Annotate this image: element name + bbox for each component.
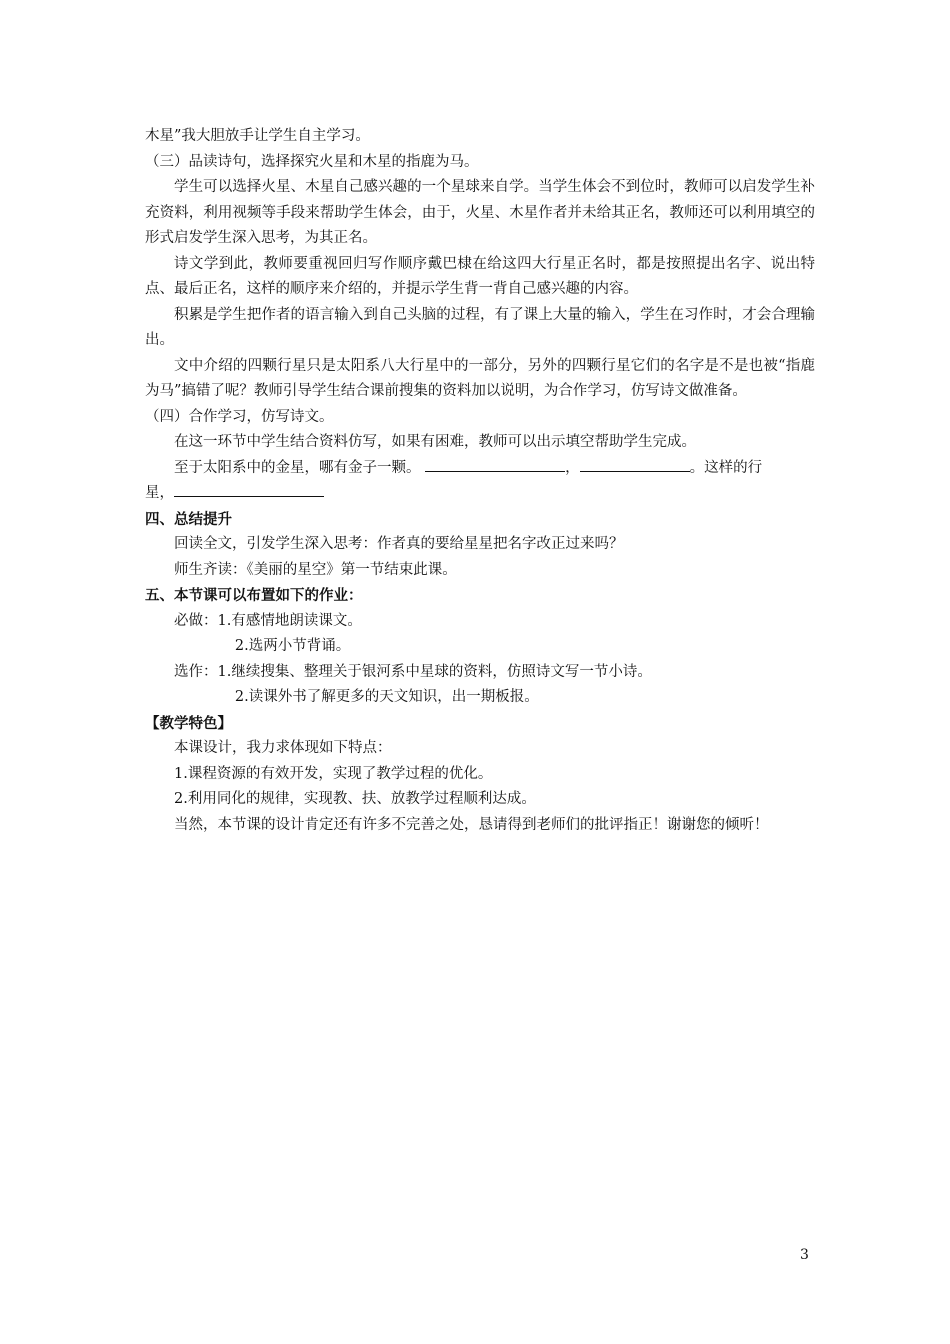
text-line: 木星”我大胆放手让学生自主学习。: [145, 128, 370, 144]
text-line: 本课设计，我力求体现如下特点：: [174, 740, 392, 756]
text-segment: 至于太阳系中的金星，哪有金子一颗。: [174, 459, 421, 476]
subheading-four: （四）合作学习，仿写诗文。: [145, 408, 334, 425]
features-heading: 【教学特色】: [145, 714, 232, 732]
text-segment: ，: [565, 459, 580, 476]
homework-required: 必做：1.有感情地朗读课文。: [174, 612, 362, 629]
paragraph: 学生可以选择火星、木星自己感兴趣的一个星球来自学。当学生体会不到位时，教师可以启发学生补充资料，利用视频等手段来帮助学生体会，由于，火星、木星作者并未给其正名，教师还可以利用填空的形式启发学生深入思考，为其正名。: [145, 179, 815, 246]
section-heading-four: 四、总结提升: [145, 510, 232, 528]
text-line: 回读全文，引发学生深入思考：作者真的要给星星把名字改正过来吗？: [174, 536, 624, 552]
paragraph: 积累是学生把作者的语言输入到自己头脑的过程，有了课上大量的输入，学生在习作时，才会合理输出。: [145, 306, 815, 348]
paragraph: 文中介绍的四颗行星只是太阳系八大行星中的一部分，另外的四颗行星它们的名字是不是也被“指鹿为马”搞错了呢？教师引导学生结合课前搜集的资料加以说明，为合作学习，仿写诗文做准备。: [145, 357, 815, 399]
homework-required: 2.选两小节背诵。: [234, 638, 351, 654]
section-heading-five: 五、本节课可以布置如下的作业：: [145, 587, 363, 604]
document-body: [145, 124, 815, 838]
text-segment: 星，: [145, 485, 174, 501]
text-segment: 。这样的行: [689, 459, 763, 476]
blank-underline: [580, 457, 690, 472]
fill-blank-line: [145, 456, 815, 482]
subheading-three: （三）品读诗句，选择探究火星和木星的指鹿为马。: [145, 153, 479, 170]
paragraph: 诗文学到此，教师要重视回归写作顺序戴巴棣在给这四大行星正名时，都是按照提出名字、说出特点、最后正名，这样的顺序来介绍的，并提示学生背一背自己感兴趣的内容。: [145, 255, 815, 297]
text-line: 1.课程资源的有效开发，实现了教学过程的优化。: [174, 765, 493, 782]
text-line: 2.利用同化的规律，实现教、扶、放教学过程顺利达成。: [174, 791, 536, 807]
homework-optional: 选作：1.继续搜集、整理关于银河系中星球的资料，仿照诗文写一节小诗。: [174, 663, 652, 680]
text-line: 师生齐读：《美丽的星空》第一节结束此课。: [174, 561, 457, 578]
homework-optional: 2.读课外书了解更多的天文知识，出一期板报。: [234, 689, 539, 705]
text-line: 在这一环节中学生结合资料仿写，如果有困难，教师可以出示填空帮助学生完成。: [174, 434, 696, 450]
closing-paragraph: 当然，本节课的设计肯定还有许多不完善之处，恳请得到老师们的批评指正！谢谢您的倾听！: [174, 816, 769, 833]
blank-underline: [425, 457, 565, 472]
blank-underline: [174, 482, 324, 497]
page-number: 3: [800, 1247, 809, 1263]
fill-blank-line: [145, 481, 815, 507]
